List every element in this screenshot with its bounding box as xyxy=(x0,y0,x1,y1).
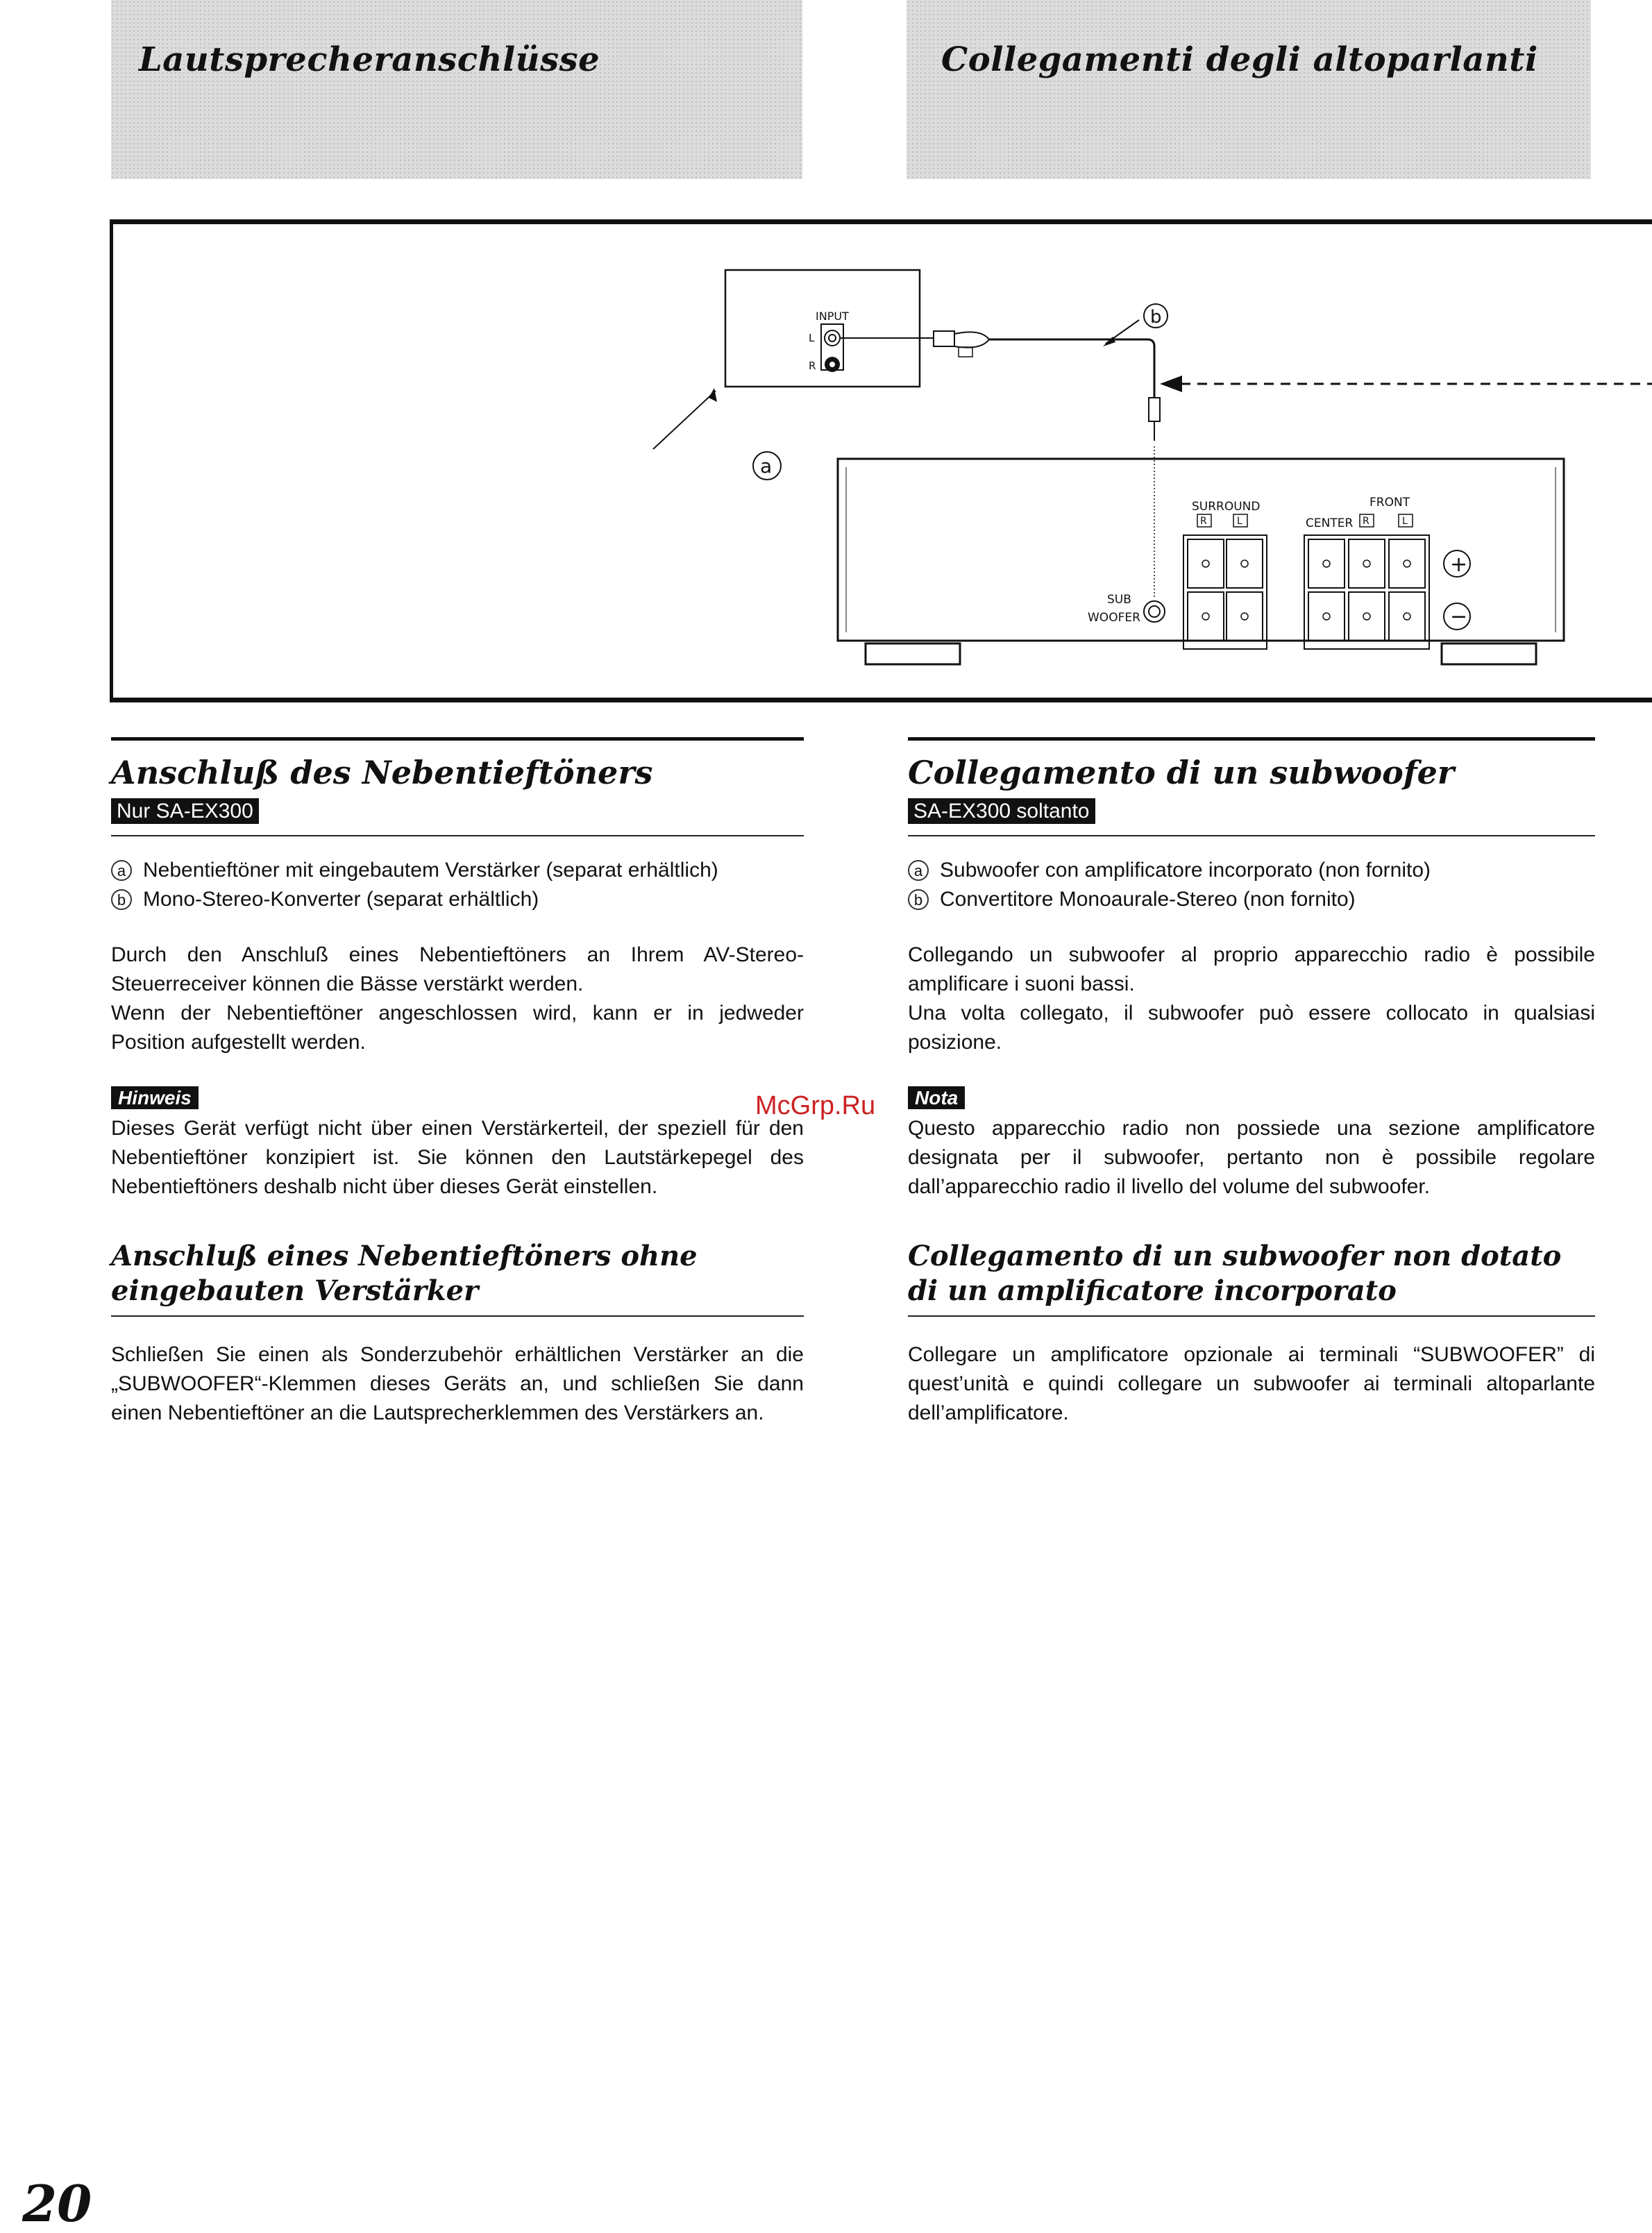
svg-text:R: R xyxy=(1363,516,1369,527)
note-tag: Nota xyxy=(908,1086,965,1110)
receiver-foot-left xyxy=(866,643,960,664)
woofer-label: WOOFER xyxy=(1088,611,1140,625)
paragraph: Durch den Anschluß eines Nebentieftöners an Ihrem AV-Stereo-Steuerreceiver können die Bässe verstärkt werden. xyxy=(111,943,804,995)
svg-text:−: − xyxy=(1450,605,1468,629)
receiver-foot-right xyxy=(1442,643,1536,664)
model-tag: Nur SA-EX300 xyxy=(111,798,259,824)
header-right-title: Collegamenti degli altoparlanti xyxy=(941,40,1538,79)
note-header xyxy=(908,1086,1595,1110)
page-number: 20 xyxy=(22,2174,92,2233)
subsection-title: Collegamento di un subwoofer non dotato di un amplificatore incorporato xyxy=(908,1239,1562,1307)
thin-rule xyxy=(908,835,1595,836)
section-title: Collegamento di un subwoofer xyxy=(908,754,1455,791)
paragraph: Collegare un amplificatore opzionale ai terminali “SUBWOOFER” di quest’unità e quindi collegare un subwoofer ai terminali altoparlante dell’amplificatore. xyxy=(908,1342,1595,1424)
paragraph: Wenn der Nebentieftöner angeschlossen wird, kann er in jedweder Position aufgestellt werden. xyxy=(111,1001,804,1054)
header-right-banner xyxy=(907,0,1591,179)
svg-text:L: L xyxy=(1402,516,1408,527)
note-text: Questo apparecchio radio non possiede una sezione amplificatore designata per il subwoofer, pertanto non è possibile regolare dall’apparecchio radio il livello del volume del subwoofer. xyxy=(908,1116,1595,1198)
note-text: Dieses Gerät verfügt nicht über einen Verstärkerteil, der speziell für den Nebentieftöner konzipiert ist. Sie können den Lautstärkepegel des Nebentieftöners deshalb nicht über dieses Gerät einstellen. xyxy=(111,1116,804,1198)
marker-a-icon: a xyxy=(908,860,929,881)
subwoofer-output-jack xyxy=(1144,601,1165,622)
label-b: b xyxy=(1150,307,1162,328)
note-tag: Hinweis xyxy=(111,1086,199,1110)
svg-text:R: R xyxy=(1200,516,1207,527)
german-column xyxy=(111,737,804,1428)
svg-text:L: L xyxy=(1237,516,1242,527)
marker-b-icon: b xyxy=(111,889,132,910)
paragraph: Schließen Sie einen als Sonderzubehör erhältlichen Verstärker an die „SUBWOOFER“-Klemmen dieses Geräts an, und schließen Sie dann einen Nebentieftöner an die Lautsprecherklemmen des Verstärkers an. xyxy=(111,1342,804,1424)
header-left-title: Lautsprecheranschlüsse xyxy=(139,40,600,79)
center-label: CENTER xyxy=(1306,516,1354,530)
thin-rule xyxy=(111,1315,804,1317)
list-item: b Convertitore Monoaurale-Stereo (non fornito) xyxy=(908,885,1595,914)
section-rule xyxy=(111,737,804,741)
italian-column xyxy=(908,737,1595,1428)
marker-b-icon: b xyxy=(908,889,929,910)
subsection-title: Anschluß eines Nebentieftöners ohne eingebauten Verstärker xyxy=(111,1239,698,1307)
subwoofer-box xyxy=(725,270,920,387)
note-header xyxy=(111,1086,804,1110)
header-left-banner xyxy=(111,0,802,179)
section-rule xyxy=(908,737,1595,741)
item-list xyxy=(908,856,1595,914)
input-label: INPUT xyxy=(816,310,849,323)
converter-plug xyxy=(934,331,954,346)
input-r-label: R xyxy=(809,360,816,372)
model-tag: SA-EX300 soltanto xyxy=(908,798,1095,824)
front-label: FRONT xyxy=(1369,496,1410,509)
input-l-label: L xyxy=(809,332,815,344)
input-jack-l xyxy=(825,330,840,346)
paragraph: Collegando un subwoofer al proprio apparecchio radio è possibile amplificare i suoni bassi. xyxy=(908,943,1595,995)
label-a: a xyxy=(760,455,773,478)
thin-rule xyxy=(111,835,804,836)
list-item: b Mono-Stereo-Konverter (separat erhältlich) xyxy=(111,885,804,914)
connection-diagram xyxy=(110,219,1652,702)
item-list xyxy=(111,856,804,914)
sub-label: SUB xyxy=(1107,593,1131,607)
watermark-link[interactable]: McGrp.Ru xyxy=(755,1091,876,1120)
diagram-drawing xyxy=(113,224,1652,698)
thin-rule xyxy=(908,1315,1595,1317)
mono-cable xyxy=(989,339,1154,398)
section-title: Anschluß des Nebentieftöners xyxy=(111,754,653,791)
paragraph: Una volta collegato, il subwoofer può essere collocato in qualsiasi posizione. xyxy=(908,1001,1595,1054)
marker-a-icon: a xyxy=(111,860,132,881)
list-item: a Nebentieftöner mit eingebautem Verstärker (separat erhältlich) xyxy=(111,856,804,885)
list-item: a Subwoofer con amplificatore incorporato (non fornito) xyxy=(908,856,1595,885)
surround-label: SURROUND xyxy=(1192,500,1261,514)
svg-text:+: + xyxy=(1450,553,1468,577)
